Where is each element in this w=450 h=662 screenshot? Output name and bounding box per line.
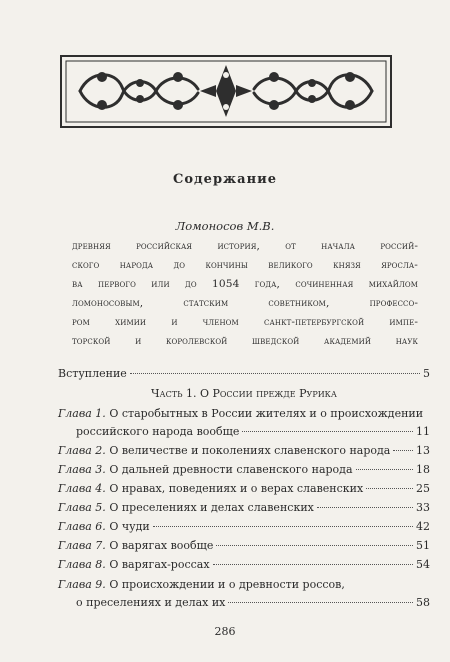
toc-page-number: 25	[416, 482, 430, 495]
dot-leader	[153, 526, 413, 527]
toc-entry-label: Вступление	[58, 367, 127, 380]
toc-page-number: 11	[416, 425, 430, 438]
toc-entry-chapter-2[interactable]	[58, 444, 430, 462]
book-title-line: ва первого или до 1054 года, сочиненная михайлом	[72, 278, 418, 290]
toc-entry-chapter-7[interactable]	[58, 539, 430, 557]
toc-entry-chapter-6[interactable]	[58, 520, 430, 538]
chapter-prefix: Глава 7.	[58, 539, 106, 552]
toc-entry-chapter-3[interactable]	[58, 463, 430, 481]
dot-leader	[366, 488, 413, 489]
book-title-line: ского народа до кончины великого князя яросла-	[72, 259, 418, 271]
author-name: Ломоносов М.В.	[175, 219, 275, 233]
toc-page-number: 58	[416, 596, 430, 609]
toc-page-number: 33	[416, 501, 430, 514]
chapter-prefix: Глава 5.	[58, 501, 106, 514]
chapter-prefix: Глава 9.	[58, 578, 106, 591]
decorative-ornament-header	[60, 55, 392, 128]
chapter-title: О чуди	[109, 520, 150, 533]
toc-page-number: 5	[423, 367, 430, 380]
dot-leader	[242, 431, 413, 432]
toc-entry-intro[interactable]	[58, 367, 430, 385]
dot-leader	[216, 545, 413, 546]
chapter-title-cont: российского народа вообще	[76, 425, 240, 438]
chapter-prefix: Глава 4.	[58, 482, 106, 495]
dot-leader	[393, 450, 413, 451]
toc-page-number: 51	[416, 539, 430, 552]
toc-entry-chapter-1-cont[interactable]	[58, 425, 430, 443]
book-title-line: древняя российская история, от начала россий-	[72, 240, 418, 252]
book-title-line: торской и королевской шведской академий наук	[72, 335, 418, 347]
toc-page-number: 13	[416, 444, 430, 457]
book-title-line: ром химии и членом санкт-петербургской импе-	[72, 316, 418, 328]
toc-page-number: 42	[416, 520, 430, 533]
chapter-title: О дальней древности славенского народа	[109, 463, 353, 476]
chapter-title: О нравах, поведениях и о верах славенских	[109, 482, 364, 495]
dot-leader	[317, 507, 413, 508]
chapter-title-cont: о преселениях и делах их	[76, 596, 226, 609]
dot-leader	[213, 564, 413, 565]
book-title	[72, 237, 418, 351]
chapter-title: О происхождении и о древности россов,	[109, 578, 345, 591]
part-title: Часть 1. О России прежде Рурика	[151, 387, 337, 400]
toc-page-number: 54	[416, 558, 430, 571]
chapter-title: О величестве и поколениях славенского народа	[109, 444, 391, 457]
page-number: 286	[214, 625, 236, 638]
chapter-prefix: Глава 3.	[58, 463, 106, 476]
book-title-line: ломоносовым, статским советником, профессо-	[72, 297, 418, 309]
chapter-title: О старобытных в России жителях и о происхождении	[109, 407, 424, 420]
toc-entry-chapter-4[interactable]	[58, 482, 430, 500]
toc-entry-chapter-9[interactable]	[58, 578, 430, 596]
toc-page-number: 18	[416, 463, 430, 476]
toc-heading: Содержание	[172, 172, 278, 187]
chapter-prefix: Глава 6.	[58, 520, 106, 533]
chapter-title: О варягах вообще	[109, 539, 214, 552]
chapter-prefix: Глава 8.	[58, 558, 106, 571]
chapter-title: О преселениях и делах славенских	[109, 501, 314, 514]
toc-entry-chapter-5[interactable]	[58, 501, 430, 519]
dot-leader	[130, 373, 420, 374]
toc-entry-chapter-9-cont[interactable]	[58, 596, 430, 614]
dot-leader	[356, 469, 413, 470]
chapter-prefix: Глава 2.	[58, 444, 106, 457]
chapter-prefix: Глава 1.	[58, 407, 106, 420]
toc-entry-chapter-8[interactable]	[58, 558, 430, 576]
toc-entry-chapter-1[interactable]	[58, 407, 430, 425]
dot-leader	[228, 602, 413, 603]
chapter-title: О варягах-россах	[109, 558, 210, 571]
